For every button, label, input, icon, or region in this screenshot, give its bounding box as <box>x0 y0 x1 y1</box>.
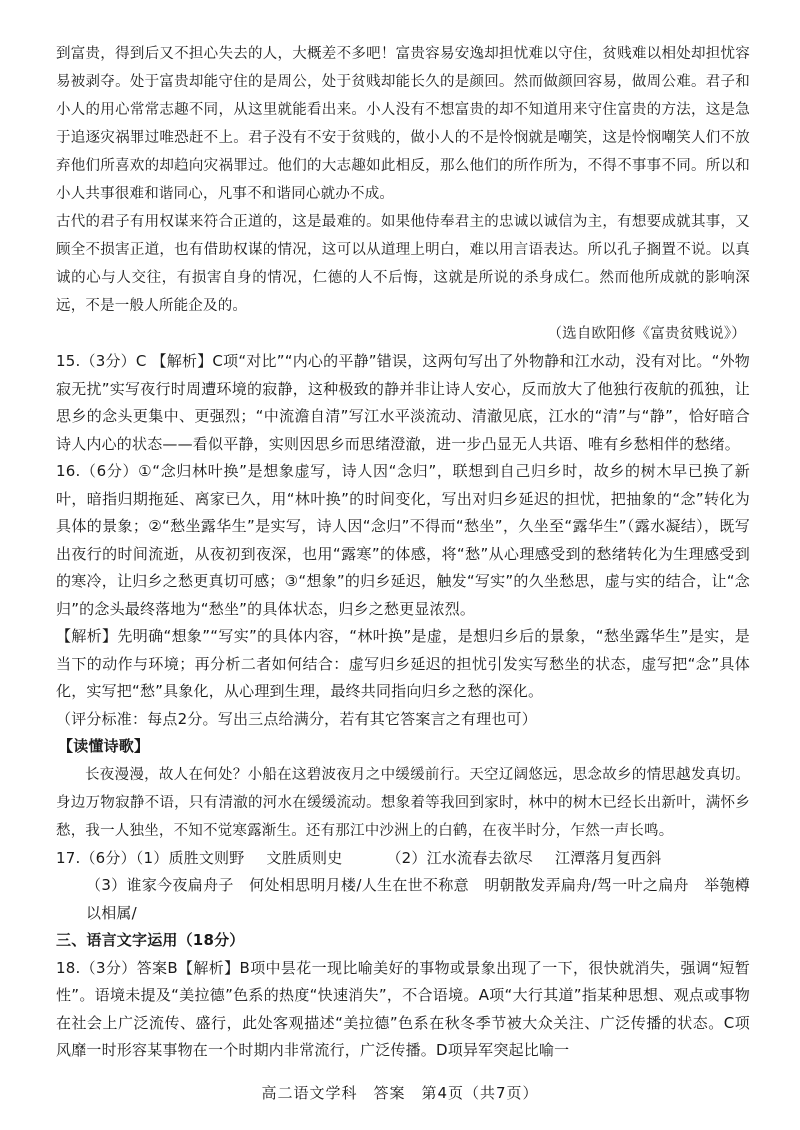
q16-scoring: （评分标准：每点2分。写出三点给满分，若有其它答案言之有理也可） <box>56 709 537 728</box>
section-3 <box>56 927 750 955</box>
page-footer: 高二语文学科 答案 第4页（共7页） <box>261 1084 539 1102</box>
q15-answer: 15.（3分）C 【解析】C项“对比”“内心的平静”错误，这两句写出了外物静和江水动，没有对比。“外物寂无扰”实写夜行时周遭环境的寂静，这种极致的静并非让诗人安心，反而放大了他独行夜航的孤独，让思乡的念头更集中、更强烈；“中流澹自清”写江水平淡流动、清澈见底，江水的“清”与“静”，恰好暗合诗人内心的状态——看似平静，实则因思乡而思绪澄澈，进一步凸显无人共语、唯有乡愁相伴的愁绪。 <box>56 352 750 453</box>
translation-paragraph-2: 古代的君子有用权谋来符合正道的，这是最难的。如果他侍奉君主的忠诚以诚信为主，有想要成就其事，又顾全不损害正道，也有借助权谋的情况，这可以从道理上明白，难以用言语表达。所以孔子搁置不说。以真诚的心与人交往，有损害自身的情况，仁德的人不后悔，这就是所说的杀身成仁。然而他所成就的影响深远，不是一般人所能企及的。 <box>56 214 750 314</box>
q16-poem-heading: 【读懂诗歌】 <box>58 737 150 755</box>
translation-source: （选自欧阳修《富贵贫贱说》） <box>547 326 746 342</box>
question-15 <box>56 348 750 458</box>
poem-reading-block <box>56 761 750 845</box>
translation-paragraph-1: 到富贵，得到后又不担心失去的人，大概差不多吧！富贵容易安逸却担忧难以守住，贫贱难以相处却担忧容易被剥夺。处于富贵却能守住的是周公，处于贫贱却能长久的是颜回。然而做颜回容易，做周公难。君子和小人的用心常常志趣不同，从这里就能看出来。小人没有不想富贵的却不知道用来守住富贵的方法，这是急于追逐灾祸罪过唯恐赶不上。君子没有不安于贫贱的，做小人的不是怜悯就是嘲笑，这是怜悯嘲笑人们不放弃他们所喜欢的却趋向灾祸罪过。他们的大志趣如此相反，那么他们的所作所为，不得不事事不同。所以和小人共事很难和谐同心，凡事不和谐同心就办不成。 <box>56 46 750 202</box>
q17-item-2b: 江潭落月复西斜 <box>555 848 662 867</box>
q16-answer: 16.（6分）①“念归林叶换”是想象虚写，诗人因“念归”，联想到自己归乡时，故乡的树木早已换了新叶，暗指归期拖延、离家已久，用“林叶换”的时间变化，写出对归乡延迟的担忧，把抽象的“念”转化为具体的景象；②“愁坐露华生”是实写，诗人因“念归”不得而“愁坐”，久坐至“露华生”（露水凝结），既写出夜行的时间流逝，从夜初到夜深，也用“露寒”的体感，将“愁”从心理感受到的愁绪转化为生理感受到的寒冷，让归乡之愁更真切可感；③“想象”的归乡延迟，触发“写实”的久坐愁思，虚与实的结合，让“念归”的念头最终落地为“愁坐”的具体状态，归乡之愁更显浓烈。 <box>56 462 750 618</box>
q16-poem-reading: 长夜漫漫，故人在何处？小船在这碧波夜月之中缓缓前行。天空辽阔悠远，思念故乡的情思越发真切。身边万物寂静不语，只有清澈的河水在缓缓流动。想象着等我回到家时，林中的树木已经长出新叶，满怀乡愁，我一人独坐，不知不觉寒露渐生。还有那江中沙洲上的白鹤，在夜半时分，乍然一声长鸣。 <box>56 766 750 839</box>
q17-line-2: （3）谁家今夜扁舟子 何处相思明月楼/人生在世不称意 明朝散发弄扁舟/驾一叶之扁舟 举匏樽以相属/ <box>86 876 750 922</box>
q17-item-1a: 17.（6分）（1）质胜文则野 <box>56 848 245 867</box>
q18-answer: 18.（3分）答案B【解析】B项中昙花一现比喻美好的事物或景象出现了一下，很快就消失，强调“短暂性”。语境未提及“美拉德”色系的热度“快速消失”，不合语境。A项“大行其道”指某种思想、观点或事物在社会上广泛流传、盛行，此处客观描述“美拉德”色系在秋冬季节被大众关注、广泛传播的状态。C项风靡一时形容某事物在一个时期内非常流行，广泛传播。D项异军突起比喻一 <box>56 958 750 1059</box>
section-3-heading: 三、语言文字运用（18分） <box>56 931 245 949</box>
question-17 <box>56 845 750 928</box>
q17-item-1b: 文胜质则史 <box>266 848 343 867</box>
translation-block <box>56 40 750 348</box>
q17-line-1 <box>56 845 750 873</box>
question-18 <box>56 955 750 1065</box>
answer-page <box>56 40 750 1065</box>
question-16 <box>56 458 750 761</box>
q17-item-2a: （2）江水流春去欲尽 <box>386 848 534 867</box>
q16-analysis: 【解析】先明确“想象”“写实”的具体内容，“林叶换”是虚，是想归乡后的景象，“愁坐露华生”是实，是当下的动作与环境；再分析二者如何结合：虚写归乡延迟的担忧引发实写愁坐的状态，虚写把“念”具体化，实写把“愁”具象化，从心理到生理，最终共同指向归乡之愁的深化。 <box>56 627 750 700</box>
